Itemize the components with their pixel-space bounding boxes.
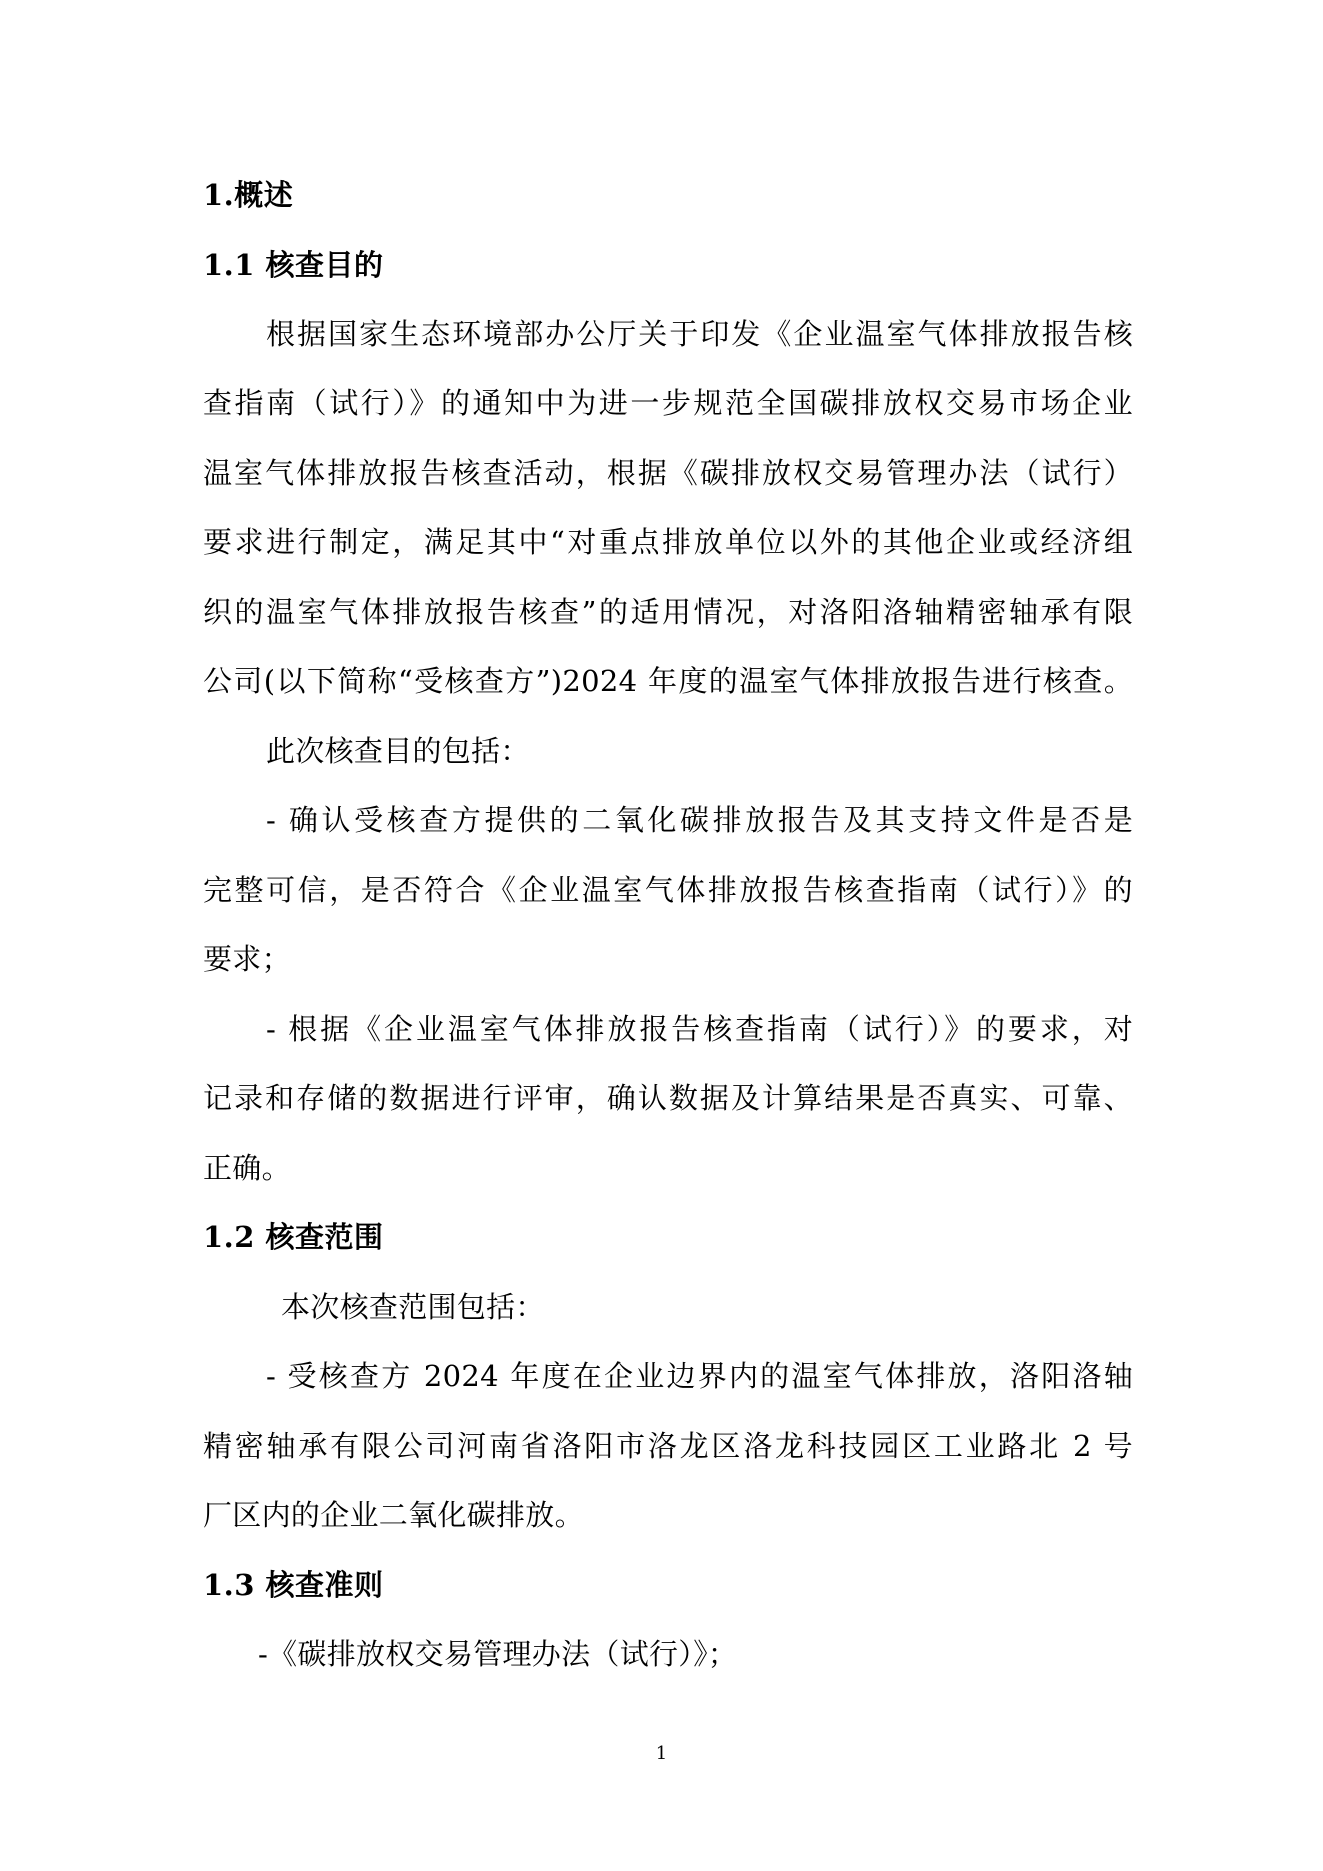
scope-item-line-2: 精密轴承有限公司河南省洛阳市洛龙区洛龙科技园区工业路北 2 号 [203,1429,1133,1463]
purpose-item1-line-1: - 确认受核查方提供的二氧化碳排放报告及其支持文件是否是 [266,803,1133,837]
purpose-item2-line-2: 记录和存储的数据进行评审，确认数据及计算结果是否真实、可靠、 [203,1081,1133,1115]
purpose-paragraph-line-1: 根据国家生态环境部办公厅关于印发《企业温室气体排放报告核 [266,317,1133,351]
heading-verification-criteria: 1.3 核查准则 [203,1568,384,1602]
page-number: 1 [655,1743,668,1764]
criteria-item-1: -《碳排放权交易管理办法（试行）》； [258,1637,738,1671]
scope-item-line-3: 厂区内的企业二氧化碳排放。 [203,1498,584,1532]
heading-verification-purpose: 1.1 核查目的 [203,248,384,282]
purpose-paragraph-line-5: 织的温室气体排放报告核查”的适用情况，对洛阳洛轴精密轴承有限 [203,595,1133,629]
purpose-paragraph-line-2: 查指南（试行）》的通知中为进一步规范全国碳排放权交易市场企业 [203,386,1133,420]
heading-overview: 1.概述 [203,178,294,212]
purpose-intro: 此次核查目的包括： [266,734,530,768]
heading-verification-scope: 1.2 核查范围 [203,1220,384,1254]
purpose-item2-line-1: - 根据《企业温室气体排放报告核查指南（试行）》的要求，对 [266,1012,1133,1046]
scope-intro: 本次核查范围包括： [281,1290,545,1324]
scope-item-line-1: - 受核查方 2024 年度在企业边界内的温室气体排放，洛阳洛轴 [266,1359,1133,1393]
purpose-item2-line-3: 正确。 [203,1151,291,1185]
purpose-paragraph-line-4: 要求进行制定，满足其中“对重点排放单位以外的其他企业或经济组 [203,525,1133,559]
purpose-item1-line-3: 要求； [203,942,291,976]
purpose-paragraph-line-6: 公司(以下简称“受核查方”)2024 年度的温室气体排放报告进行核查。 [203,664,1133,698]
purpose-item1-line-2: 完整可信，是否符合《企业温室气体排放报告核查指南（试行）》的 [203,873,1133,907]
purpose-paragraph-line-3: 温室气体排放报告核查活动，根据《碳排放权交易管理办法（试行） [203,456,1133,490]
